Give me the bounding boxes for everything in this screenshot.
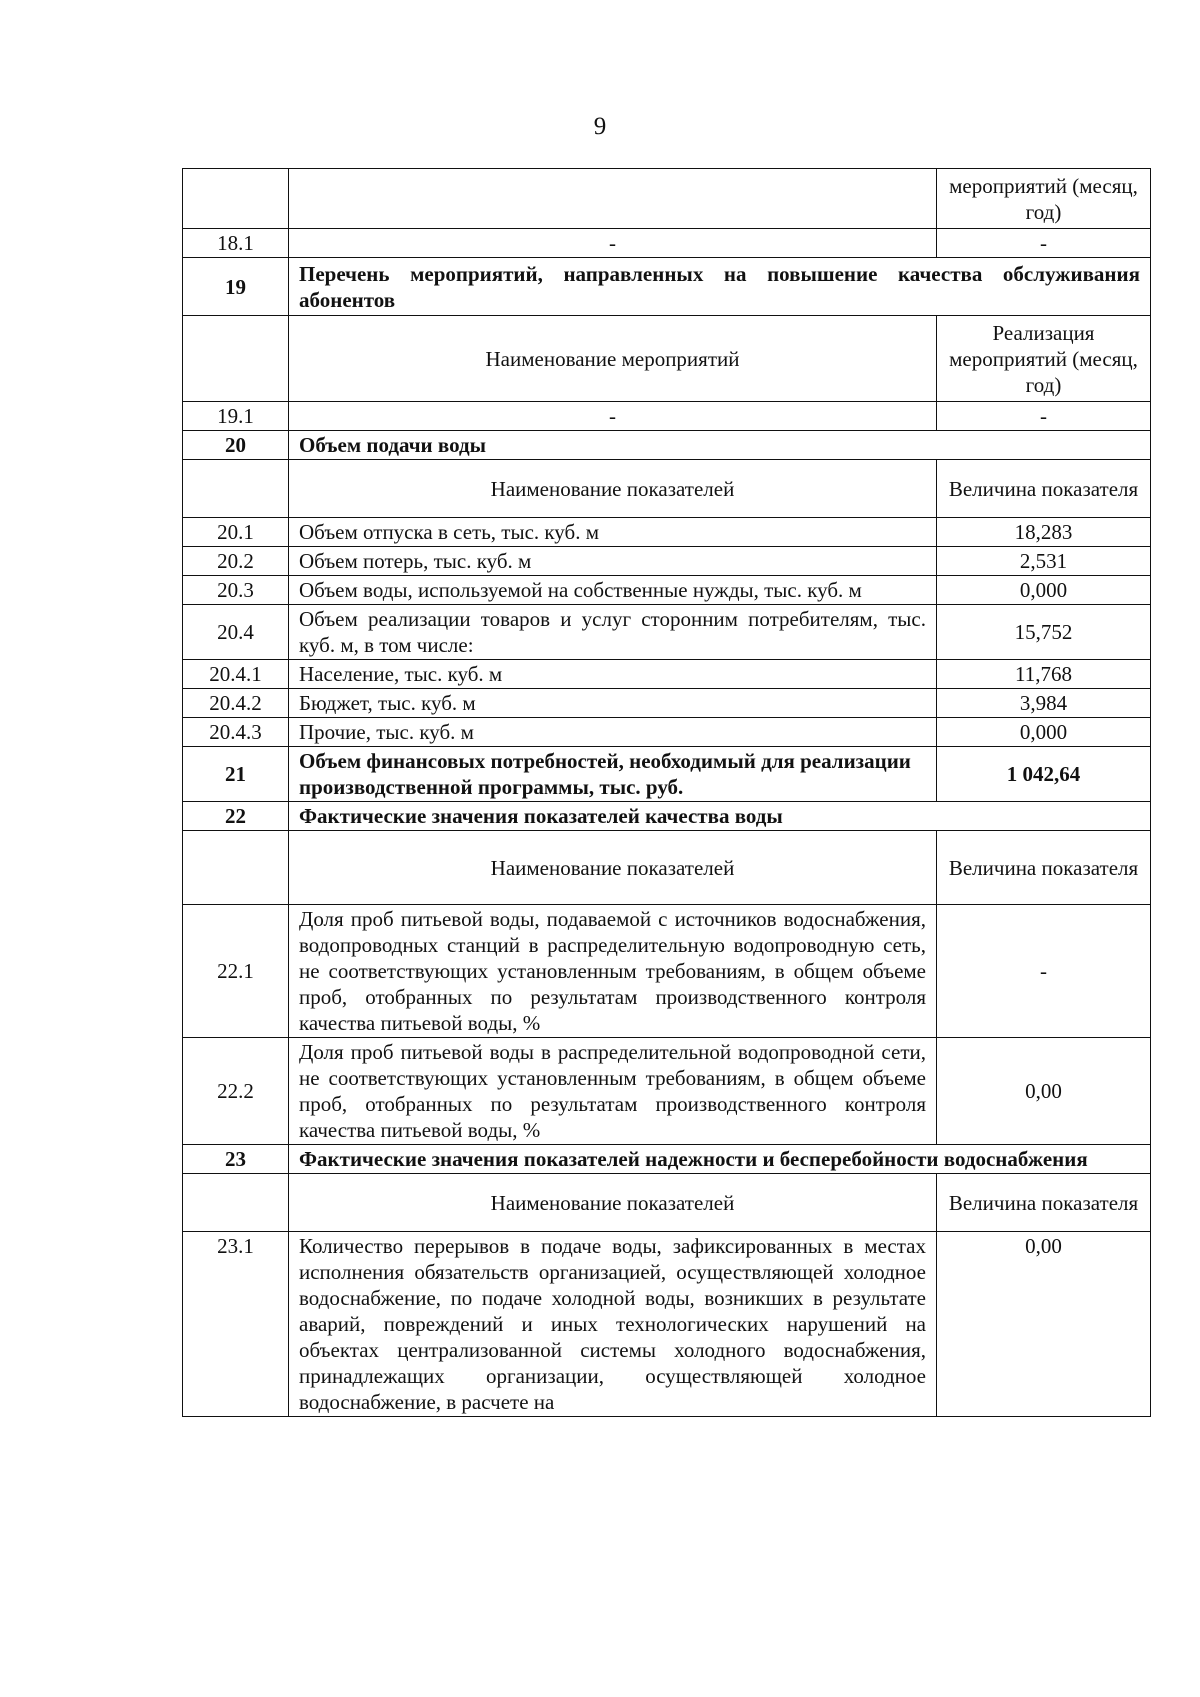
- table-row: [183, 905, 1151, 1038]
- section-row: [183, 802, 1151, 831]
- row-value: 15,752: [937, 605, 1151, 660]
- row-name: Объем отпуска в сеть, тыс. куб. м: [289, 518, 937, 547]
- header-name: Наименование показателей: [289, 1174, 937, 1232]
- table-row: [183, 1232, 1151, 1417]
- section-number: 19: [183, 258, 289, 316]
- header-number-cell: [183, 316, 289, 402]
- row-name: -: [289, 229, 937, 258]
- row-number: 19.1: [183, 402, 289, 431]
- row-name: Количество перерывов в подаче воды, зафиксированных в местах исполнения обязательств организацией, осуществляющей холодное водоснабжение, по подаче холодной воды, возникших в результате аварий, повреждений и иных технологических нарушений на объектах централизованной системы холодного водоснабжения, принадлежащих организации, осуществляющей холодное водоснабжение, в расчете на: [289, 1232, 937, 1417]
- row-number: 20.4.2: [183, 689, 289, 718]
- row-value: 2,531: [937, 547, 1151, 576]
- section-title: Фактические значения показателей надежности и бесперебойности водоснабжения: [289, 1145, 1151, 1174]
- header-name: Наименование показателей: [289, 831, 937, 905]
- row-name: Объем реализации товаров и услуг сторонним потребителям, тыс. куб. м, в том числе:: [289, 605, 937, 660]
- row-number: 18.1: [183, 229, 289, 258]
- section-row: [183, 747, 1151, 802]
- section-number: 21: [183, 747, 289, 802]
- table-row: [183, 402, 1151, 431]
- header-value: Величина показателя: [937, 460, 1151, 518]
- section-title: Фактические значения показателей качества воды: [289, 802, 1151, 831]
- row-value: 11,768: [937, 660, 1151, 689]
- row-value: -: [937, 402, 1151, 431]
- header-number-cell: [183, 1174, 289, 1232]
- row-value: 0,000: [937, 718, 1151, 747]
- header-number-cell: [183, 460, 289, 518]
- row-number: 20.3: [183, 576, 289, 605]
- section-title: Объем финансовых потребностей, необходимый для реализации производственной программы, тыс. руб.: [289, 747, 937, 802]
- header-value: Реализация мероприятий (месяц, год): [937, 316, 1151, 402]
- header-name: Наименование мероприятий: [289, 316, 937, 402]
- indicators-table: [182, 168, 1151, 1417]
- header-row: [183, 460, 1151, 518]
- section-value: 1 042,64: [937, 747, 1151, 802]
- header-row: [183, 316, 1151, 402]
- row-number: 22.2: [183, 1038, 289, 1145]
- row-name: [289, 169, 937, 229]
- page-number: 9: [593, 113, 607, 140]
- row-value: -: [937, 229, 1151, 258]
- row-name: Прочие, тыс. куб. м: [289, 718, 937, 747]
- row-value: 3,984: [937, 689, 1151, 718]
- table-row: [183, 169, 1151, 229]
- row-value: 0,00: [937, 1232, 1151, 1417]
- row-number: 20.1: [183, 518, 289, 547]
- row-number: 20.4.3: [183, 718, 289, 747]
- row-name: Доля проб питьевой воды, подаваемой с источников водоснабжения, водопроводных станций в распределительную водопроводную сеть, не соответствующих установленным требованиям, в общем объеме проб, отобранных по результатам производственного контроля качества питьевой воды, %: [289, 905, 937, 1038]
- table-row: [183, 660, 1151, 689]
- row-number: 20.4.1: [183, 660, 289, 689]
- table-row: [183, 605, 1151, 660]
- row-number: 20.2: [183, 547, 289, 576]
- row-number: [183, 169, 289, 229]
- row-number: 23.1: [183, 1232, 289, 1417]
- table-row: [183, 229, 1151, 258]
- row-number: 22.1: [183, 905, 289, 1038]
- row-value: 0,000: [937, 576, 1151, 605]
- section-row: [183, 258, 1151, 316]
- header-row: [183, 831, 1151, 905]
- row-value: 0,00: [937, 1038, 1151, 1145]
- section-number: 20: [183, 431, 289, 460]
- table-row: [183, 689, 1151, 718]
- header-row: [183, 1174, 1151, 1232]
- row-name: -: [289, 402, 937, 431]
- table-row: [183, 518, 1151, 547]
- row-name: Доля проб питьевой воды в распределительной водопроводной сети, не соответствующих установленным требованиям, в общем объеме проб, отобранных по результатам производственного контроля качества питьевой воды, %: [289, 1038, 937, 1145]
- section-number: 22: [183, 802, 289, 831]
- section-row: [183, 431, 1151, 460]
- header-number-cell: [183, 831, 289, 905]
- header-value: Величина показателя: [937, 1174, 1151, 1232]
- row-value: -: [937, 905, 1151, 1038]
- section-row: [183, 1145, 1151, 1174]
- row-value-header: мероприятий (месяц, год): [937, 169, 1151, 229]
- row-name: Объем потерь, тыс. куб. м: [289, 547, 937, 576]
- row-name: Население, тыс. куб. м: [289, 660, 937, 689]
- row-value: 18,283: [937, 518, 1151, 547]
- section-title: Перечень мероприятий, направленных на повышение качества обслуживания абонентов: [289, 258, 1151, 316]
- table-row: [183, 547, 1151, 576]
- table-row: [183, 1038, 1151, 1145]
- row-number: 20.4: [183, 605, 289, 660]
- header-name: Наименование показателей: [289, 460, 937, 518]
- section-number: 23: [183, 1145, 289, 1174]
- row-name: Объем воды, используемой на собственные нужды, тыс. куб. м: [289, 576, 937, 605]
- row-name: Бюджет, тыс. куб. м: [289, 689, 937, 718]
- table-row: [183, 718, 1151, 747]
- table-row: [183, 576, 1151, 605]
- section-title: Объем подачи воды: [289, 431, 1151, 460]
- header-value: Величина показателя: [937, 831, 1151, 905]
